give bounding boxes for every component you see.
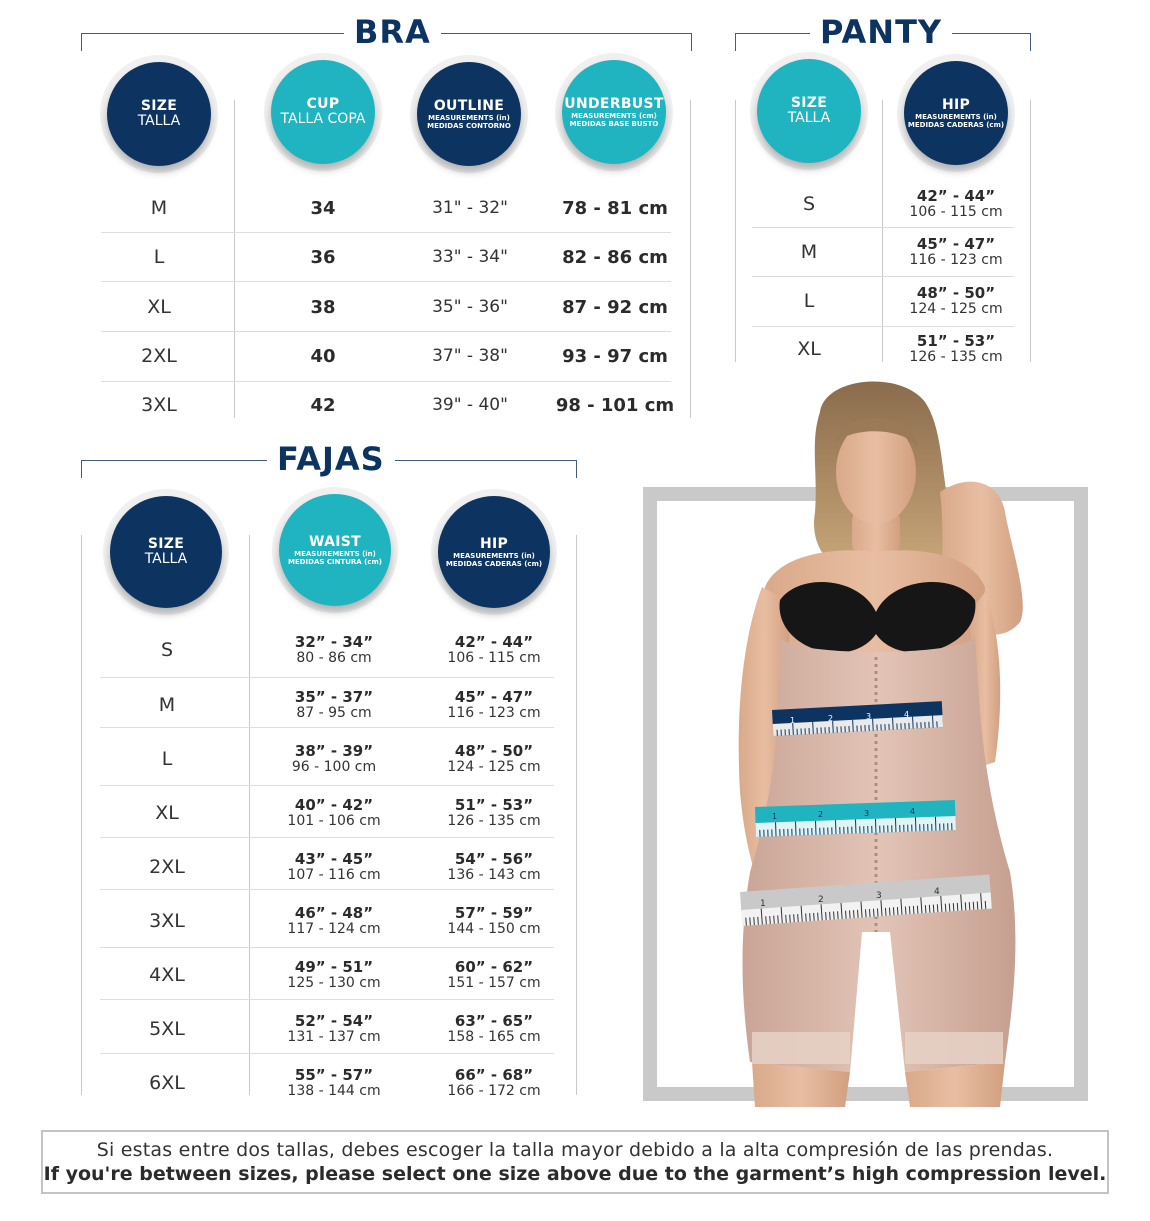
thigh-tape-number: 2 (818, 895, 824, 905)
model-photo (640, 372, 1100, 1112)
panty-hip-header: HIP MEASUREMENTS (in) MEDIDAS CADERAS (cm) (904, 61, 1008, 165)
sizing-note-spanish: Si estas entre dos tallas, debes escoger la talla mayor debido a la alta compresión de las prendas. (96, 1139, 1054, 1161)
fajas-divider-left (81, 535, 82, 1095)
fajas-divider-mid (249, 535, 250, 1095)
bra-cup-header: CUP TALLA COPA (271, 60, 375, 164)
bra-underbust-header: UNDERBUST MEASUREMENTS (cm) MEDIDAS BASE BUSTO (562, 60, 666, 164)
hip-tape-number: 4 (910, 807, 916, 816)
fajas-waist-header: WAIST MEASUREMENTS (in) MEDIDAS CINTURA (cm) (279, 494, 391, 606)
waist-tape-number: 4 (904, 710, 910, 719)
waist-tape-number: 1 (790, 716, 796, 725)
hip-tape-number: 2 (818, 810, 824, 819)
hip-tape-number: 1 (772, 812, 778, 821)
panty-divider-right (1030, 100, 1031, 362)
bra-outline-header: OUTLINE MEASUREMENTS (in) MEDIDAS CONTORNO (417, 62, 521, 166)
fajas-hip-header: HIP MEASUREMENTS (in) MEDIDAS CADERAS (cm) (438, 496, 550, 608)
waist-tape-number: 3 (866, 712, 872, 721)
hip-tape-number: 3 (864, 809, 870, 818)
sizing-note-english: If you're between sizes, please select one size above due to the garment’s high compression level. (43, 1163, 1107, 1185)
thigh-tape-number: 1 (760, 899, 766, 909)
panty-divider-left (735, 100, 736, 362)
fajas-divider-right (576, 535, 577, 1095)
bra-title: BRA (344, 16, 441, 48)
thigh-tape-number: 3 (876, 891, 882, 901)
panty-title: PANTY (810, 16, 952, 48)
thigh-tape-number: 4 (934, 887, 940, 897)
waist-tape-number: 2 (828, 714, 834, 723)
shapewear-garment (743, 637, 1016, 1072)
bra-divider-right (690, 100, 691, 418)
panty-divider-mid (882, 100, 883, 362)
fajas-title: FAJAS (267, 443, 395, 475)
bra-size-header: SIZE TALLA (107, 62, 211, 166)
bra-divider-left (234, 100, 235, 418)
panty-size-header: SIZE TALLA (757, 59, 861, 163)
fajas-size-header: SIZE TALLA (110, 496, 222, 608)
sizing-note (41, 1130, 1109, 1194)
